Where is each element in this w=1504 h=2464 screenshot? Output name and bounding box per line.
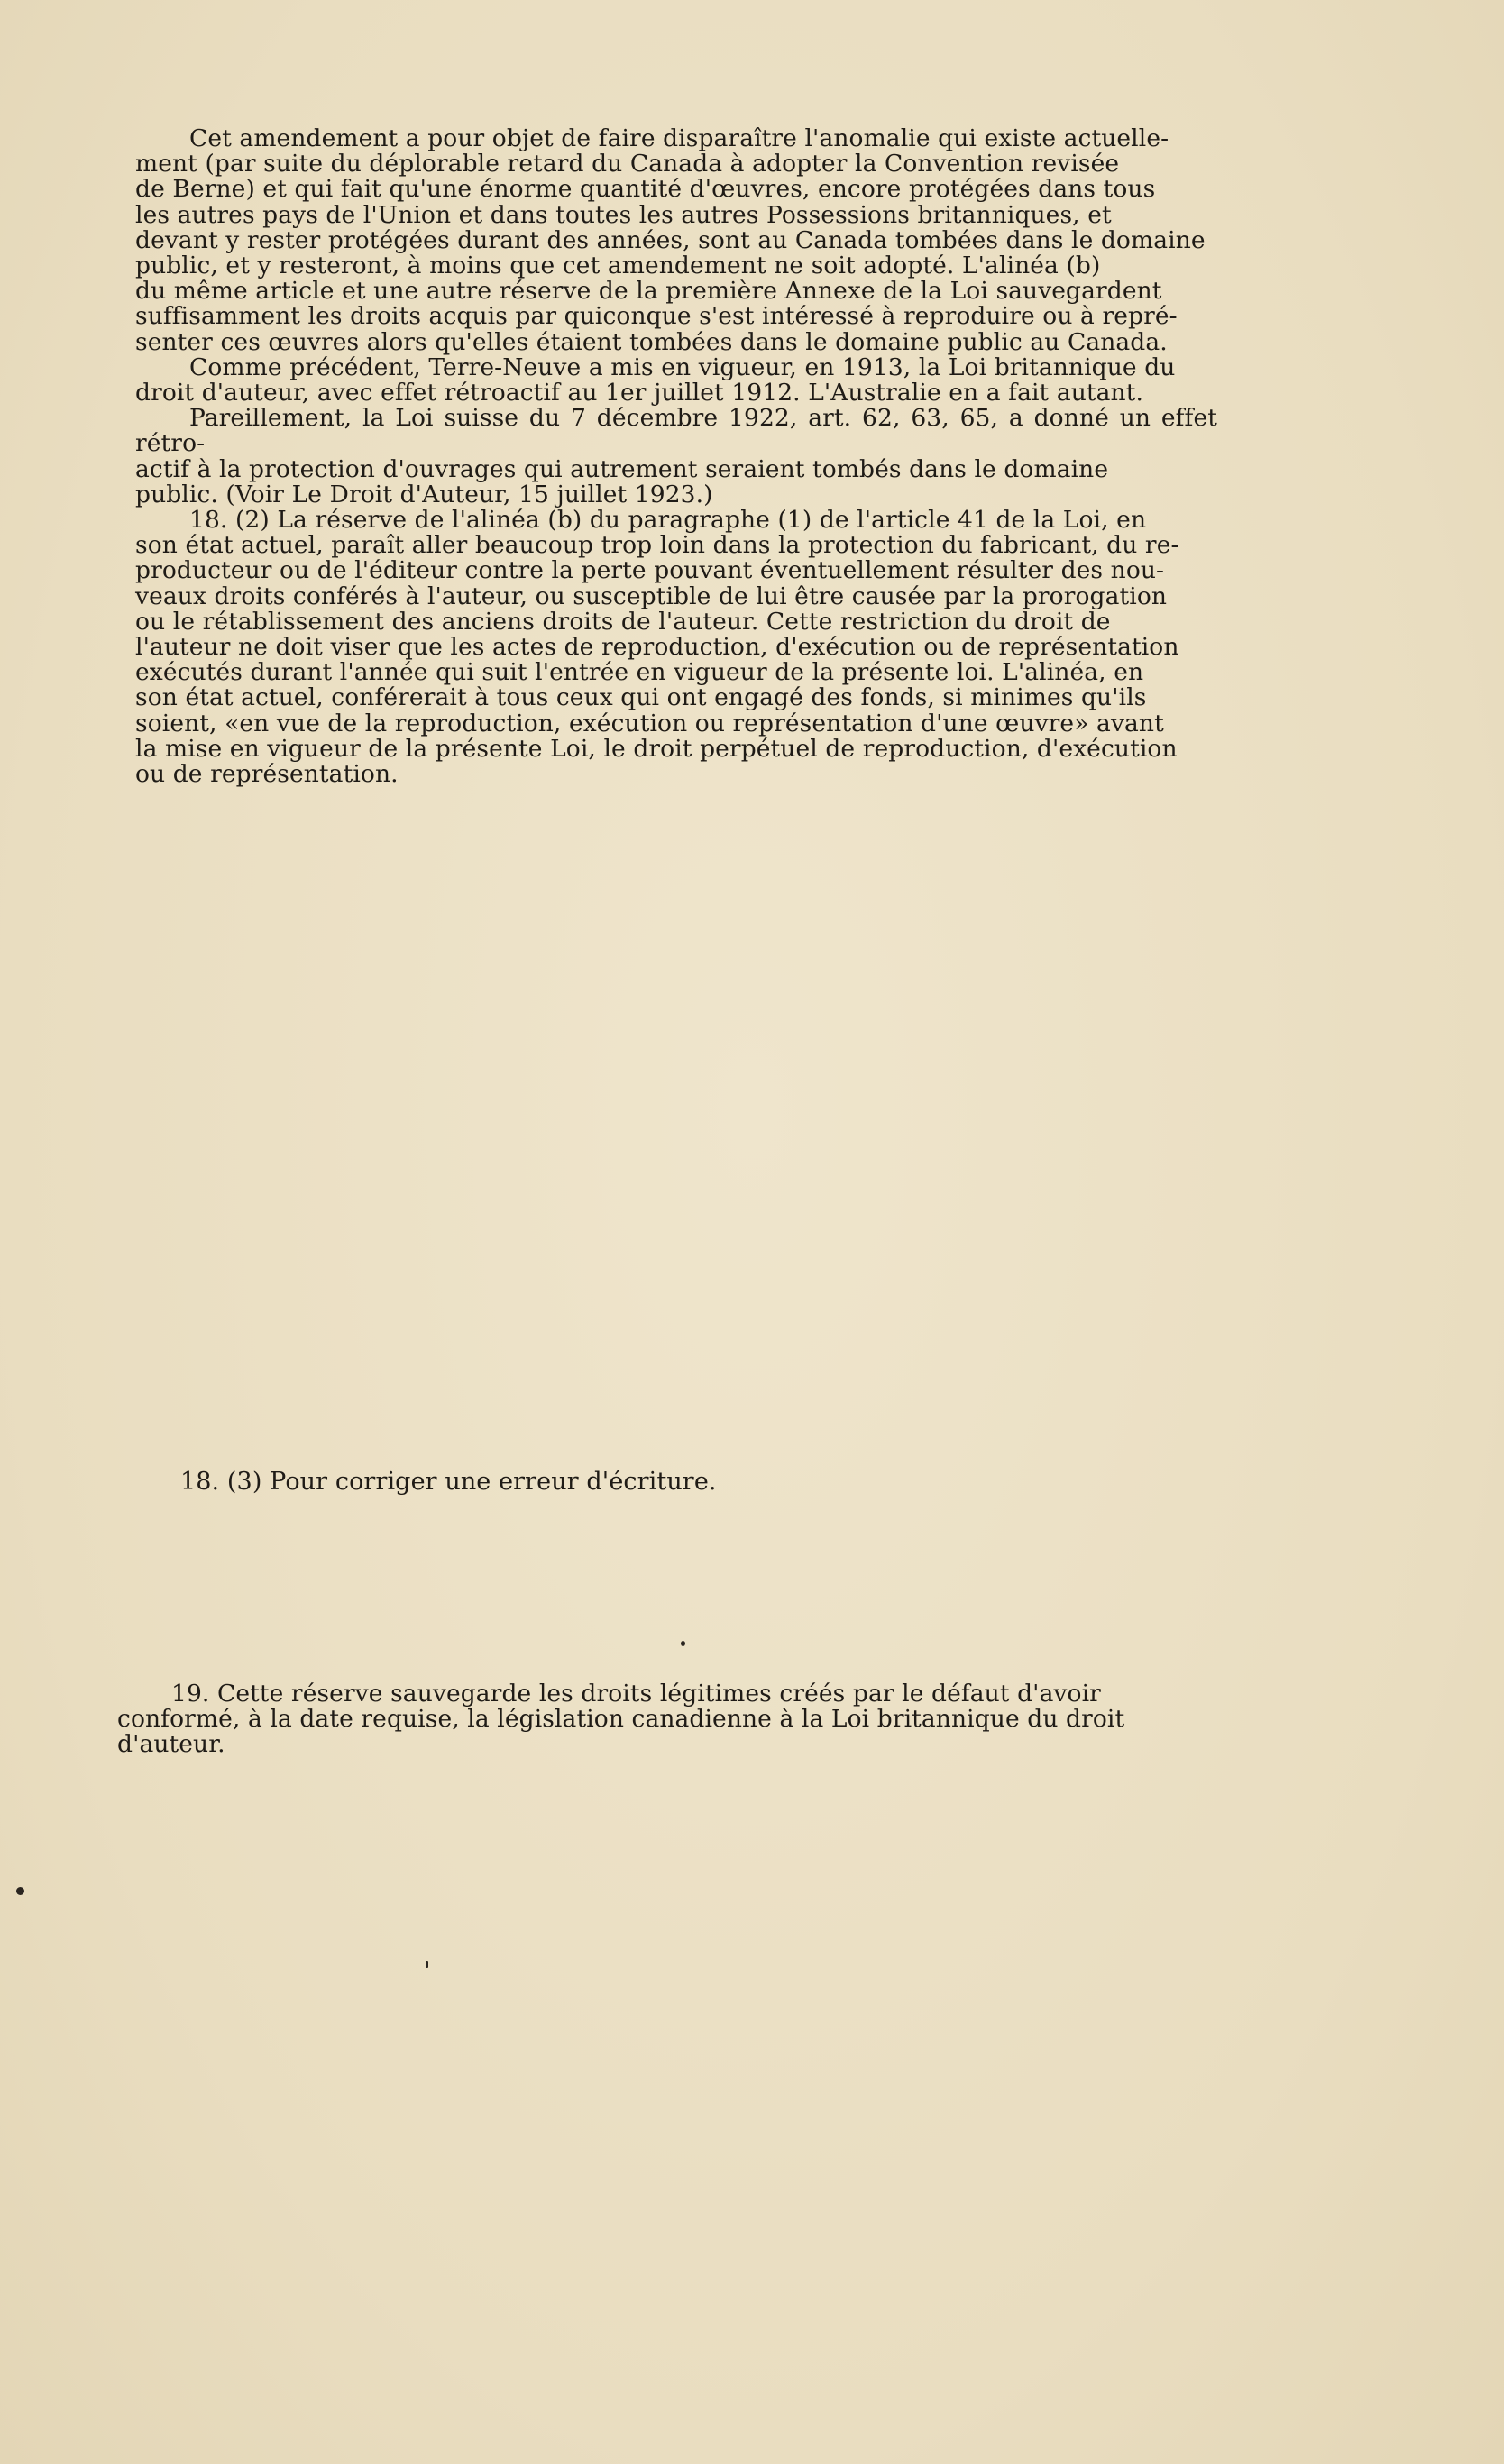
text-line: d'auteur.: [117, 1730, 225, 1759]
text-line: du même article et une autre réserve de la première Annexe de la Loi sauvegardent: [135, 277, 1162, 306]
text-line: devant y rester protégées durant des années, sont au Canada tombées dans le domaine: [135, 225, 1206, 254]
text-line: les autres pays de l'Union et dans toutes les autres Possessions britanniques, et: [135, 200, 1112, 229]
ink-speck: [16, 1887, 24, 1895]
text-line: public. (Voir Le Droit d'Auteur, 15 juillet 1923.): [135, 480, 713, 508]
text-line: exécutés durant l'année qui suit l'entrée en vigueur de la présente loi. L'alinéa, en: [135, 658, 1144, 687]
text-line: 19. Cette réserve sauvegarde les droits légitimes créés par le défaut d'avoir: [171, 1680, 1101, 1708]
paragraph-19: [117, 1681, 1199, 1758]
text-line: senter ces œuvres alors qu'elles étaient tombées dans le domaine public au Canada.: [135, 327, 1168, 356]
ink-speck: [681, 1641, 685, 1646]
ink-speck: [426, 1961, 428, 1968]
note-18-3: [180, 1470, 1262, 1495]
text-line: Pareillement, la Loi suisse du 7 décembre 1922, art. 62, 63, 65, a donné un effet rétro-: [135, 404, 1217, 458]
text-line: ou de représentation.: [135, 760, 399, 789]
text-line: 18. (3) Pour corriger une erreur d'écriture.: [180, 1468, 717, 1496]
text-line: soient, «en vue de la reproduction, exécution ou représentation d'une œuvre» avant: [135, 709, 1164, 737]
text-line: producteur ou de l'éditeur contre la perte pouvant éventuellement résulter des nou-: [135, 556, 1165, 585]
text-line: actif à la protection d'ouvrages qui autrement seraient tombés dans le domaine: [135, 454, 1109, 483]
text-line: suffisamment les droits acquis par quiconque s'est intéressé à reproduire ou à repré-: [135, 302, 1178, 331]
text-line: son état actuel, conférerait à tous ceux qui ont engagé des fonds, si minimes qu'ils: [135, 683, 1147, 712]
main-paragraphs: [135, 126, 1217, 787]
text-line: ment (par suite du déplorable retard du Canada à adopter la Convention revisée: [135, 150, 1120, 179]
text-line: veaux droits conférés à l'auteur, ou susceptible de lui être causée par la prorogation: [135, 582, 1168, 610]
text-line: de Berne) et qui fait qu'une énorme quantité d'œuvres, encore protégées dans tous: [135, 175, 1156, 204]
text-line: public, et y resteront, à moins que cet amendement ne soit adopté. L'alinéa (b): [135, 252, 1101, 280]
text-line: Comme précédent, Terre-Neuve a mis en vigueur, en 1913, la Loi britannique du: [189, 353, 1176, 381]
text-line: Cet amendement a pour objet de faire disparaître l'anomalie qui existe actuelle-: [189, 124, 1169, 152]
text-line: ou le rétablissement des anciens droits de l'auteur. Cette restriction du droit de: [135, 607, 1111, 636]
text-line: 18. (2) La réserve de l'alinéa (b) du paragraphe (1) de l'article 41 de la Loi, en: [189, 506, 1147, 535]
text-line: l'auteur ne doit viser que les actes de reproduction, d'exécution ou de représentation: [135, 633, 1179, 662]
text-line: son état actuel, paraît aller beaucoup trop loin dans la protection du fabricant, du re-: [135, 531, 1179, 560]
text-line: la mise en vigueur de la présente Loi, le droit perpétuel de reproduction, d'exécution: [135, 734, 1178, 763]
text-line: conformé, à la date requise, la législation canadienne à la Loi britannique du droit: [117, 1705, 1125, 1734]
text-line: droit d'auteur, avec effet rétroactif au 1er juillet 1912. L'Australie en a fait autant.: [135, 379, 1143, 408]
